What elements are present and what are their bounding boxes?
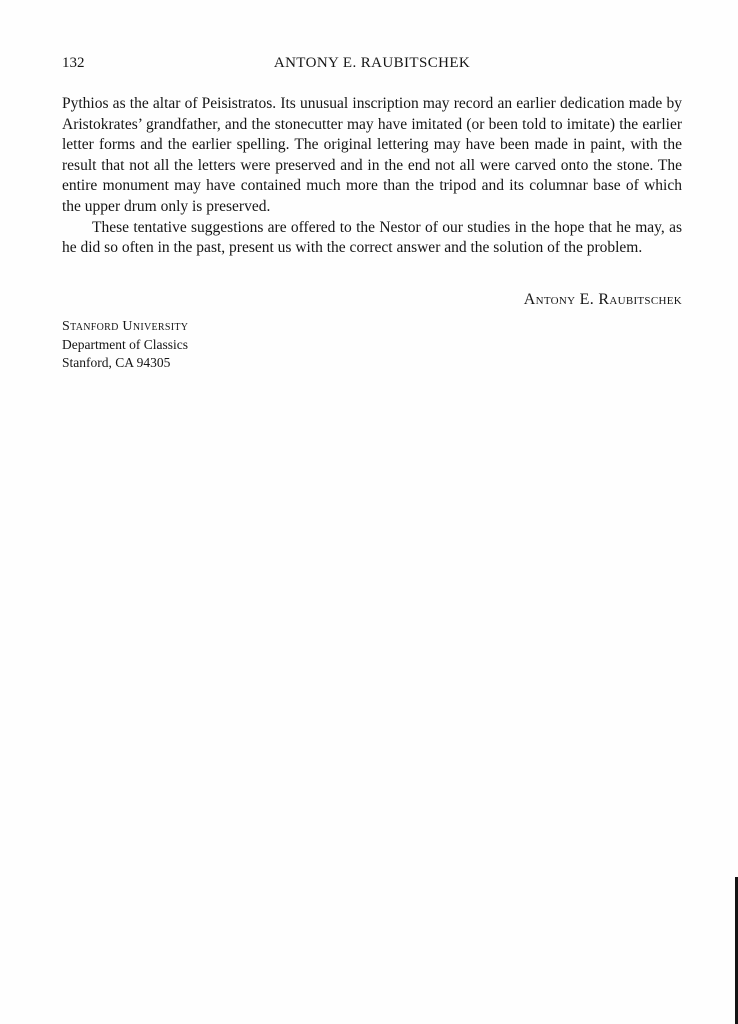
running-header-title: ANTONY E. RAUBITSCHEK — [273, 55, 471, 71]
article-body — [62, 94, 682, 259]
affiliation-block — [62, 318, 682, 372]
affiliation-department: Department of Classics — [62, 336, 188, 352]
paragraph-closing: These tentative suggestions are offered to the Nestor of our studies in the hope that he may, as he did so often in the past, present us with the correct answer and the solution of the problem. — [62, 218, 682, 257]
paragraph-continuation: Pythios as the altar of Peisistratos. Its unusual inscription may record an earlier dedication made by Aristokrates’ grandfather, and the stonecutter may have imitated (or been told to imitate) the earlier letter forms and the earlier spelling. The original lettering may have been made in paint, with the result that not all the letters were preserved and in the end not all were carved onto the stone. The entire monument may have contained much more than the tripod and its columnar base of which the upper drum only is preserved. — [62, 95, 682, 215]
author-signature: Antony E. Raubitschek — [523, 290, 682, 308]
affiliation-address: Stanford, CA 94305 — [62, 354, 171, 370]
affiliation-institution: Stanford University — [62, 318, 189, 334]
running-header — [62, 54, 682, 72]
page-number: 132 — [62, 55, 85, 71]
